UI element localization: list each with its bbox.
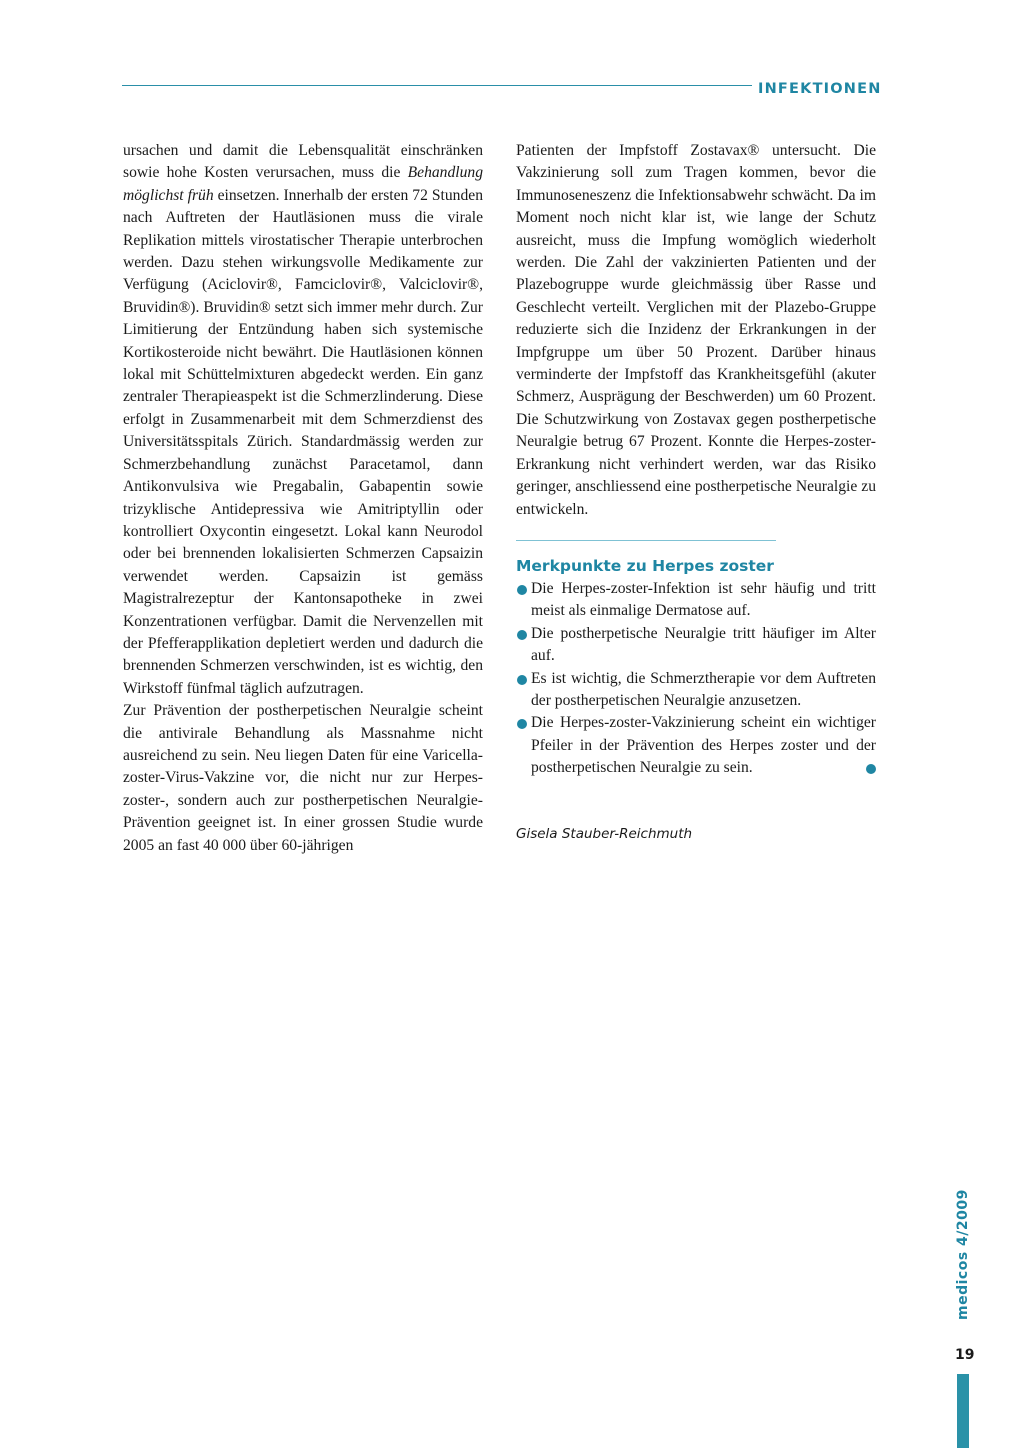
journal-issue-text: medicos 4/2009 — [955, 1189, 971, 1320]
bullet-text-2: Die postherpetische Neuralgie tritt häufiger im Alter auf. — [531, 624, 876, 665]
header-rule — [122, 85, 752, 86]
bullet-dot-icon — [517, 585, 527, 595]
left-p1-text-b: einsetzen. Innerhalb der ersten 72 Stunden nach Auftreten der Hautläsionen muss die virale Replikation mittels virostatischer Therapie unterbrochen werden. Dazu stehen wirkungsvolle Medikamente zur Verfügung (Aciclovir®, Famciclovir®, Valciclovir®, Bruvidin®). Bruvidin® setzt sich immer mehr durch. Zur Limitierung der Entzündung haben sich systemische Kortikosteroide nicht bewährt. Die Hautläsionen können lokal mit Schüttelmixturen abgedeckt werden. Ein ganz zentraler Therapieaspekt ist die Schmerzlinderung. Diese erfolgt in Zusammenarbeit mit dem Schmerzdienst des Universitätsspitals Zürich. Standardmässig werden zur Schmerzbehandlung zunächst Paracetamol, dann Antikonvulsiva wie Pregabalin, Gabapentin sowie trizyklische Antidepressiva wie Amitriptyllin oder kontrolliert Oxycontin eingesetzt. Lokal kann Neurodol oder bei brennenden lokalisierten Schmerzen Capsaizin verwendet werden. Capsaizin ist gemäss Magistralrezeptur der Kantonsapotheke in zwei Konzentrationen verfügbar. Damit die Nervenzellen mit der Pfefferapplikation depletiert werden und dadurch die brennenden Schmerzen verschwinden, ist es wichtig, den Wirkstoff fünfmal täglich aufzutragen. — [123, 186, 483, 697]
section-label: INFEKTIONEN — [758, 81, 882, 97]
bullet-item-3 — [516, 668, 876, 713]
bullet-dot-icon — [517, 719, 527, 729]
left-column — [123, 140, 483, 857]
left-p1-italic: Behandlung möglichst früh — [123, 164, 483, 204]
bullet-dot-icon — [517, 675, 527, 685]
bullet-text-4: Die Herpes-zoster-Vakzinierung scheint ein wichtiger Pfeiler in der Prävention des Herpes zoster und der postherpetischen Neuralgie zu sein. — [531, 714, 876, 777]
bullet-text-1: Die Herpes-zoster-Infektion ist sehr häufig und tritt meist als einmalige Dermatose auf. — [531, 579, 876, 620]
bullet-item-2 — [516, 623, 876, 668]
end-mark-icon — [866, 764, 876, 774]
right-column — [516, 140, 876, 845]
journal-issue-label — [926, 1189, 1006, 1322]
page-edge-bar — [957, 1374, 969, 1448]
bullet-item-1 — [516, 578, 876, 623]
author-name: Gisela Stauber-Reichmuth — [516, 825, 693, 842]
right-paragraph-1: Patienten der Impfstoff Zostavax® untersucht. Die Vakzinierung soll zum Tragen kommen, bevor die Immunoseneszenz die Infektionsabwehr schwächt. Da im Moment noch nicht klar ist, wie lange der Schutz ausreicht, muss die Impfung womöglich wiederholt werden. Die Zahl der vakzinierten Patienten und der Plazebogruppe wurde gleichmässig über Rasse und Geschlecht verteilt. Verglichen mit der Plazebo-Gruppe reduzierte sich die Inzidenz der Erkrankungen in der Impfgruppe um über 50 Prozent. Darüber hinaus verminderte der Impfstoff das Krankheitsgefühl (akuter Schmerz, Ausprägung der Beschwerden) um 60 Prozent. Die Schutzwirkung von Zostavax gegen postherpetische Neuralgie betrug 67 Prozent. Konnte die Herpes-zoster-Erkrankung nicht verhindert werden, war das Risiko geringer, anschliessend eine postherpetische Neuralgie zu entwickeln. — [516, 142, 876, 518]
left-p1-text-a: ursachen und damit die Lebensqualität einschränken sowie hohe Kosten verursachen, muss die — [123, 142, 483, 182]
left-paragraph-1 — [123, 140, 483, 700]
bullet-text-3: Es ist wichtig, die Schmerztherapie vor dem Auftreten der postherpetischen Neuralgie anzusetzen. — [531, 669, 876, 709]
left-paragraph-2: Zur Prävention der postherpetischen Neuralgie scheint die antivirale Behandlung als Massnahme nicht ausreichend zu sein. Neu liegen Daten für eine Varicella-zoster-Virus-Vakzine vor, die nicht nur zur Herpes-zoster-, sondern auch zur postherpetischen Neuralgie-Prävention geeignet ist. In einer grossen Studie wurde 2005 an fast 40 000 über 60-jährigen — [123, 702, 483, 854]
bullet-paragraph-4 — [531, 712, 876, 779]
box-title: Merkpunkte zu Herpes zoster — [516, 556, 774, 575]
page-number: 19 — [955, 1347, 975, 1363]
bullet-item-4 — [516, 712, 876, 779]
box-divider — [516, 540, 776, 541]
bullet-dot-icon — [517, 630, 527, 640]
